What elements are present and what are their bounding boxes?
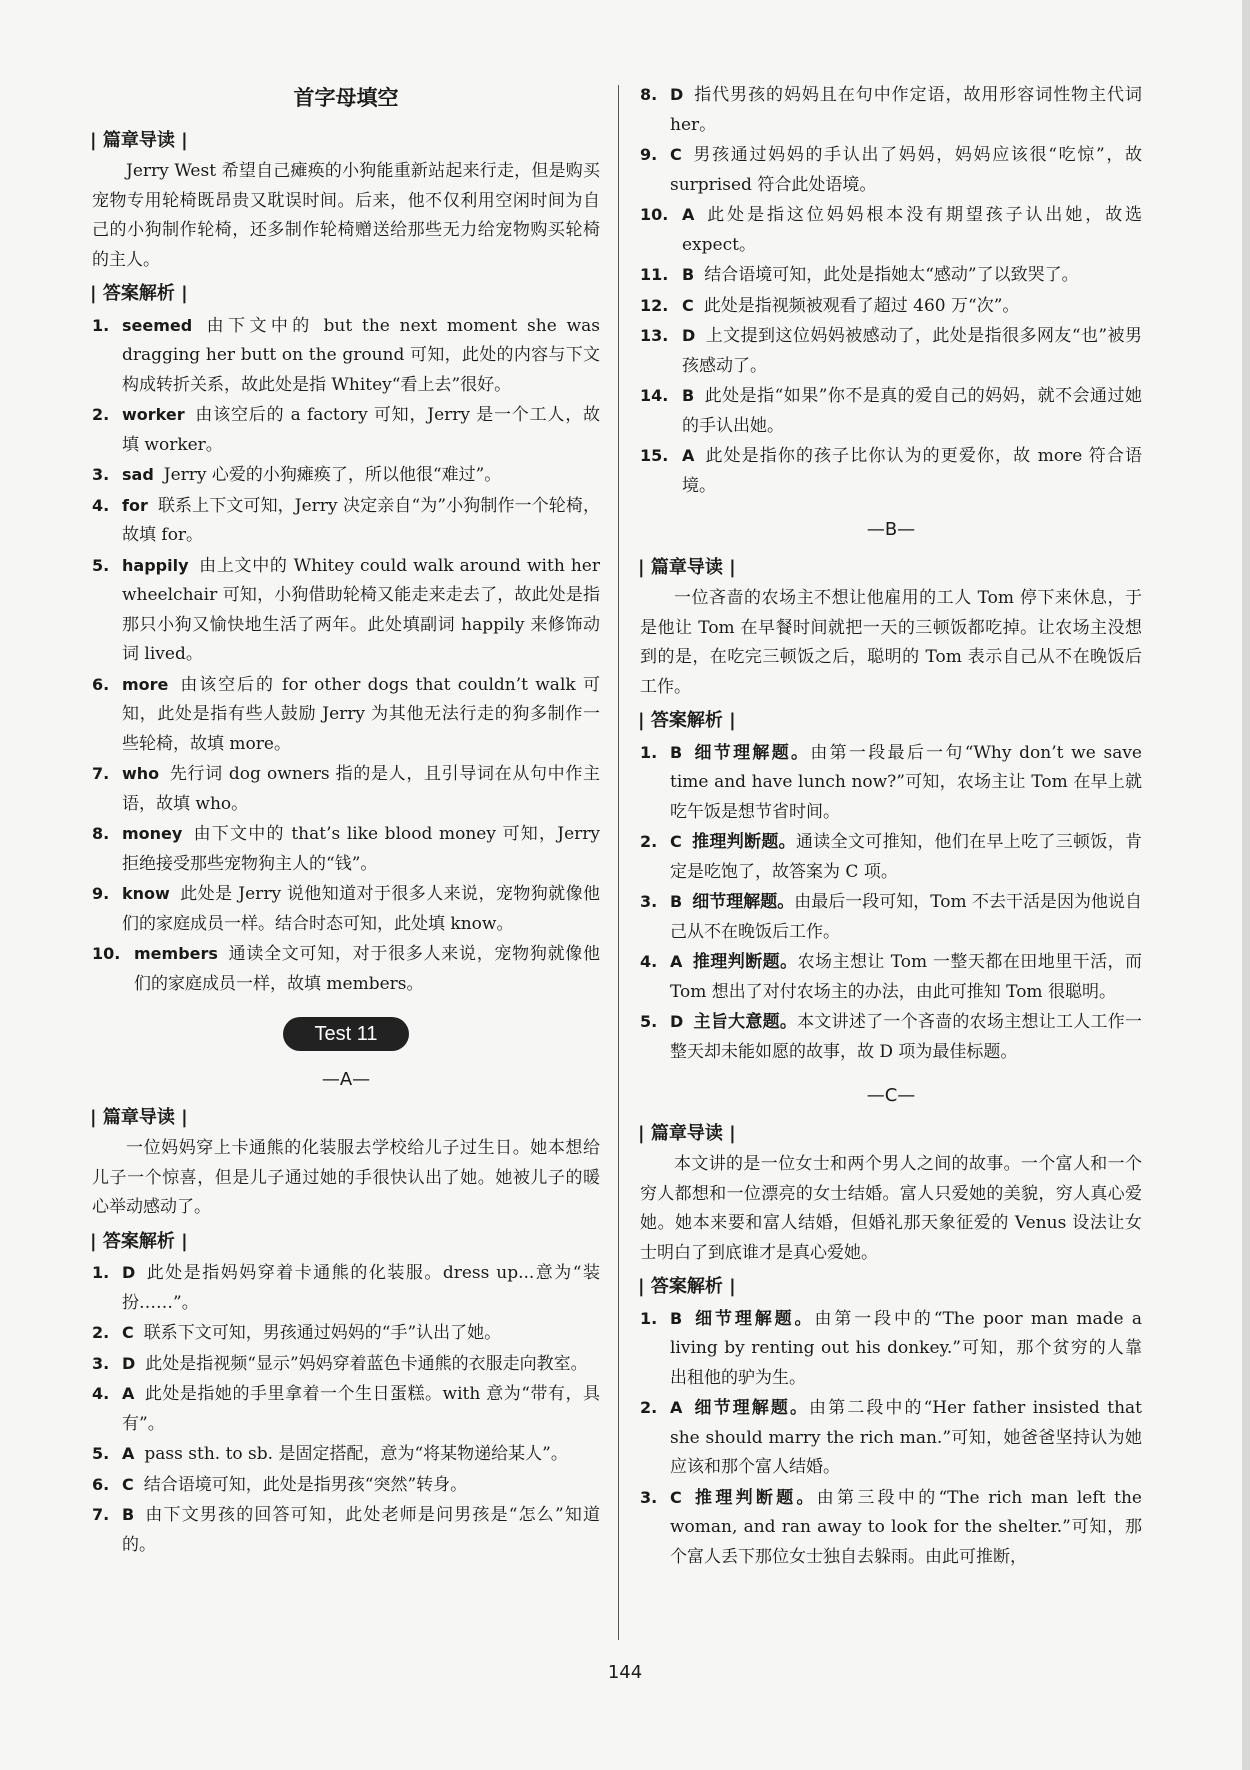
item-number: 4.	[92, 1384, 110, 1403]
answer-item	[640, 200, 1142, 260]
answer-key: D	[122, 1353, 136, 1373]
explanation-text: 由第三段中的“The rich man left the woman, and ran away to look for the shelter.”可知，那个富人丢下那位女士独自去躲雨。由此可推断，	[670, 1487, 1142, 1567]
answer-item	[640, 140, 1142, 200]
guide-text: 本文讲的是一位女士和两个男人之间的故事。一个富人和一个穷人都想和一位漂亮的女士结婚。富人只爱她的美貌，穷人真心爱她。她本来要和富人结婚，但婚礼那天象征爱的 Venus 设法让女士明白了到底谁才是真心爱她。	[640, 1154, 1142, 1263]
explanation-text: 由下文中的 that’s like blood money 可知，Jerry 拒绝接受那些宠物狗主人的“钱”。	[122, 824, 600, 874]
answer-key: more	[122, 674, 169, 694]
question-type: 细节理解题。	[692, 1398, 810, 1418]
answer-item	[640, 441, 1142, 501]
answer-item	[640, 1304, 1142, 1394]
explanation-text: 此处是指这位妈妈根本没有期望孩子认出她，故选 expect。	[682, 205, 1142, 255]
answer-list	[640, 80, 1142, 501]
answer-key: know	[122, 884, 170, 903]
answer-key: A	[122, 1444, 135, 1463]
explanation-text: 本文讲述了一个吝啬的农场主想让工人工作一整天却未能如愿的故事，故 D 项为最佳标题。	[670, 1012, 1143, 1062]
analysis-heading: | 答案解析 |	[638, 1276, 736, 1297]
item-number: 9.	[92, 884, 110, 903]
guide-label: 篇章导读	[650, 1122, 723, 1144]
answer-item	[92, 670, 600, 760]
explanation-text: 由下文男孩的回答可知，此处老师是问男孩是“怎么”知道的。	[122, 1505, 600, 1555]
answer-item	[640, 321, 1142, 381]
analysis-label: 答案解析	[650, 1276, 723, 1297]
answer-item	[640, 1483, 1142, 1573]
explanation-text: 上文提到这位妈妈被感动了，此处是指很多网友“也”被男孩感动了。	[682, 326, 1142, 376]
right-column	[640, 80, 1142, 1572]
explanation-text: 由下文中的 but the next moment she was dragging her butt on the ground 可知，此处的内容与下文构成转折关系，故此处是指 Whitey“看上去”很好。	[122, 315, 600, 395]
test-badge: Test 11	[283, 1017, 409, 1051]
answer-key: B	[670, 892, 683, 911]
answer-key: D	[682, 326, 696, 345]
item-number: 3.	[640, 892, 658, 911]
answer-item	[640, 260, 1142, 291]
answer-key: B	[122, 1505, 135, 1524]
answer-key: B	[670, 742, 683, 762]
answer-key: C	[670, 145, 682, 164]
answer-list	[640, 1304, 1142, 1573]
answer-key: B	[682, 265, 695, 284]
guide-label: 篇章导读	[102, 129, 175, 151]
explanation-text: 男孩通过妈妈的手认出了妈妈，妈妈应该很“吃惊”，故 surprised 符合此处语境。	[670, 145, 1142, 195]
analysis-heading: | 答案解析 |	[90, 1230, 188, 1252]
item-number: 1.	[640, 742, 658, 762]
explanation-text: 此处是指你的孩子比你认为的更爱你，故 more 符合语境。	[682, 446, 1142, 496]
item-number: 1.	[92, 1263, 110, 1282]
answer-key: A	[670, 952, 683, 971]
answer-list	[92, 1258, 600, 1560]
item-number: 3.	[92, 465, 110, 484]
answer-item	[92, 491, 600, 551]
answer-key: who	[122, 764, 160, 783]
item-number: 4.	[640, 952, 658, 971]
page-number: 144	[607, 1662, 643, 1683]
explanation-text: 结合语境可知，此处是指她太“感动”了以致哭了。	[704, 265, 1079, 285]
explanation-text: 由第二段中的“Her father insisted that she should marry the rich man.”可知，她爸爸坚持认为她应该和那个富人结婚。	[670, 1398, 1142, 1477]
answer-item	[92, 1318, 600, 1349]
item-number: 7.	[92, 764, 110, 783]
guide-heading: | 篇章导读 |	[90, 129, 188, 151]
part-b-heading: —B—	[866, 519, 916, 540]
answer-key: worker	[122, 405, 185, 424]
answer-key: C	[122, 1323, 134, 1342]
explanation-text: 此处是指视频“显示”妈妈穿着蓝色卡通熊的衣服走向教室。	[145, 1353, 588, 1374]
explanation-text: 通读全文可推知，他们在早上吃了三顿饭，肯定是吃饱了，故答案为 C 项。	[670, 832, 1143, 882]
explanation-text: Jerry 心爱的小狗瘫痪了，所以他很“难过”。	[163, 465, 502, 485]
answer-key: C	[122, 1474, 134, 1494]
analysis-heading: | 答案解析 |	[90, 283, 188, 304]
analysis-label: 答案解析	[102, 1230, 175, 1252]
explanation-text: 结合语境可知，此处是指男孩“突然”转身。	[143, 1474, 468, 1495]
explanation-text: 由第一段中的“The poor man made a living by renting out his donkey.”可知，那个贫穷的人靠出租他的驴为生。	[670, 1308, 1143, 1388]
answer-key: A	[682, 446, 695, 465]
item-number: 2.	[640, 832, 658, 851]
guide-heading: | 篇章导读 |	[90, 1106, 188, 1128]
item-number: 11.	[640, 265, 669, 284]
answer-item	[640, 947, 1142, 1007]
answer-item	[640, 738, 1142, 828]
answer-key: C	[682, 295, 694, 315]
answer-key: B	[682, 386, 695, 405]
answer-item	[92, 759, 600, 819]
answer-key: A	[682, 205, 695, 224]
answer-item	[640, 1007, 1142, 1067]
column-divider	[618, 85, 619, 1640]
explanation-text: 此处是指“如果”你不是真的爱自己的妈妈，就不会通过她的手认出她。	[682, 386, 1142, 436]
answer-key: D	[670, 1012, 684, 1031]
item-number: 6.	[92, 674, 110, 694]
answer-key: sad	[122, 465, 154, 484]
answer-item	[640, 291, 1142, 322]
answer-key: D	[122, 1263, 136, 1282]
item-number: 8.	[92, 824, 110, 843]
part-a-heading: —A—	[321, 1069, 371, 1090]
item-number: 3.	[92, 1353, 110, 1373]
left-column	[92, 80, 600, 1560]
item-number: 8.	[640, 85, 658, 104]
item-number: 1.	[92, 315, 110, 335]
item-number: 7.	[92, 1505, 110, 1524]
analysis-label: 答案解析	[650, 710, 723, 731]
item-number: 1.	[640, 1308, 658, 1328]
item-number: 2.	[92, 1323, 110, 1342]
item-number: 6.	[92, 1474, 110, 1494]
explanation-text: 联系下文可知，男孩通过妈妈的“手”认出了她。	[143, 1323, 502, 1343]
item-number: 10.	[640, 205, 669, 224]
answer-key: seemed	[122, 315, 193, 335]
explanation-text: 此处是指她的手里拿着一个生日蛋糕。with 意为“带有，具有”。	[122, 1384, 600, 1434]
question-type: 推理判断题。	[691, 1487, 817, 1508]
answer-item	[92, 939, 600, 999]
answer-key: B	[670, 1308, 683, 1328]
guide-label: 篇章导读	[650, 556, 723, 578]
question-type: 推理判断题。	[692, 952, 798, 972]
answer-item	[92, 879, 600, 939]
answer-item	[92, 460, 600, 491]
answer-item	[92, 551, 600, 670]
answer-item	[640, 381, 1142, 441]
page-edge	[1242, 0, 1250, 1770]
answer-item	[640, 1393, 1142, 1483]
explanation-text: 此处是指妈妈穿着卡通熊的化装服。dress up...意为“装扮……”。	[122, 1263, 600, 1313]
part-c-heading: —C—	[866, 1085, 916, 1106]
answer-item	[92, 1439, 600, 1470]
analysis-heading: | 答案解析 |	[638, 710, 736, 731]
explanation-text: pass sth. to sb. 是固定搭配，意为“将某物递给某人”。	[144, 1444, 568, 1464]
answer-item	[92, 1349, 600, 1380]
answer-key: members	[134, 944, 218, 963]
answer-list	[92, 311, 600, 1000]
answer-key: C	[670, 832, 682, 851]
explanation-text: 先行词 dog owners 指的是人，且引导词在从句中作主语，故填 who。	[122, 764, 600, 814]
answer-list	[640, 738, 1142, 1068]
answer-key: A	[670, 1398, 683, 1417]
section-title: 首字母填空	[293, 86, 399, 110]
explanation-text: 由该空后的 for other dogs that couldn’t walk 可知，此处是指有些人鼓励 Jerry 为其他无法行走的狗多制作一些轮椅，故填 more。	[122, 674, 600, 754]
item-number: 5.	[640, 1012, 658, 1031]
analysis-label: 答案解析	[102, 283, 175, 304]
item-number: 15.	[640, 446, 669, 465]
explanation-text: 通读全文可知，对于很多人来说，宠物狗就像他们的家庭成员一样，故填 members。	[134, 944, 600, 994]
explanation-text: 由上文中的 Whitey could walk around with her wheelchair 可知，小狗借助轮椅又能走来走去了，故此处是指那只小狗又愉快地生活了两年。此处填副词 happily 来修饰动词 lived。	[122, 555, 600, 664]
item-number: 5.	[92, 1444, 110, 1463]
item-number: 12.	[640, 295, 669, 315]
item-number: 4.	[92, 495, 110, 515]
question-type: 细节理解题。	[692, 892, 795, 912]
question-type: 推理判断题。	[691, 832, 796, 852]
explanation-text: 由第一段最后一句“Why don’t we save time and have lunch now?”可知，农场主让 Tom 在早上就吃午饭是想节省时间。	[670, 742, 1142, 822]
answer-item	[640, 827, 1142, 887]
answer-item	[92, 1500, 600, 1560]
item-number: 10.	[92, 944, 121, 963]
answer-item	[92, 1470, 600, 1501]
answer-key: C	[670, 1487, 682, 1507]
answer-key: A	[122, 1384, 135, 1403]
item-number: 2.	[92, 405, 110, 424]
answer-item	[92, 1379, 600, 1439]
answer-item	[640, 887, 1142, 947]
question-type: 细节理解题。	[692, 1308, 815, 1329]
answer-item	[92, 311, 600, 401]
question-type: 细节理解题。	[692, 742, 811, 763]
answer-key: for	[122, 495, 148, 515]
guide-label: 篇章导读	[102, 1106, 175, 1128]
item-number: 3.	[640, 1487, 658, 1507]
answer-item	[640, 80, 1142, 140]
answer-item	[92, 819, 600, 879]
explanation-text: 由该空后的 a factory 可知，Jerry 是一个工人，故填 worker。	[122, 405, 600, 455]
item-number: 5.	[92, 555, 110, 575]
explanation-text: 此处是指视频被观看了超过 460 万“次”。	[703, 295, 1020, 316]
explanation-text: 农场主想让 Tom 一整天都在田地里干活，而 Tom 想出了对付农场主的办法，由此可推知 Tom 很聪明。	[670, 952, 1142, 1002]
guide-text: 一位妈妈穿上卡通熊的化装服去学校给儿子过生日。她本想给儿子一个惊喜，但是儿子通过她的手很快认出了她。她被儿子的暖心举动感动了。	[92, 1138, 600, 1217]
explanation-text: 指代男孩的妈妈且在句中作定语，故用形容词性物主代词 her。	[670, 85, 1142, 135]
item-number: 2.	[640, 1398, 658, 1417]
answer-item	[92, 400, 600, 460]
question-type: 主旨大意题。	[693, 1012, 798, 1032]
explanation-text: 由最后一段可知，Tom 不去干活是因为他说自己从不在晚饭后工作。	[670, 892, 1143, 942]
guide-heading: | 篇章导读 |	[638, 1122, 736, 1144]
answer-key: money	[122, 824, 183, 843]
item-number: 9.	[640, 145, 658, 164]
item-number: 14.	[640, 386, 669, 405]
guide-text: Jerry West 希望自己瘫痪的小狗能重新站起来行走，但是购买宠物专用轮椅既昂贵又耽误时间。后来，他不仅利用空闲时间为自己的小狗制作轮椅，还多制作轮椅赠送给那些无力给宠物购买轮椅的主人。	[92, 161, 600, 270]
answer-key: D	[670, 85, 684, 104]
answer-item	[92, 1258, 600, 1318]
guide-text: 一位吝啬的农场主不想让他雇用的工人 Tom 停下来休息，于是他让 Tom 在早餐时间就把一天的三顿饭都吃掉。让农场主没想到的是，在吃完三顿饭之后，聪明的 Tom 表示自己从不在晚饭后工作。	[640, 588, 1142, 697]
answer-key: happily	[122, 555, 189, 575]
explanation-text: 联系上下文可知，Jerry 决定亲自“为”小狗制作一个轮椅，故填 for。	[122, 495, 600, 545]
item-number: 13.	[640, 326, 669, 345]
guide-heading: | 篇章导读 |	[638, 556, 736, 578]
explanation-text: 此处是 Jerry 说他知道对于很多人来说，宠物狗就像他们的家庭成员一样。结合时态可知，此处填 know。	[122, 884, 600, 934]
